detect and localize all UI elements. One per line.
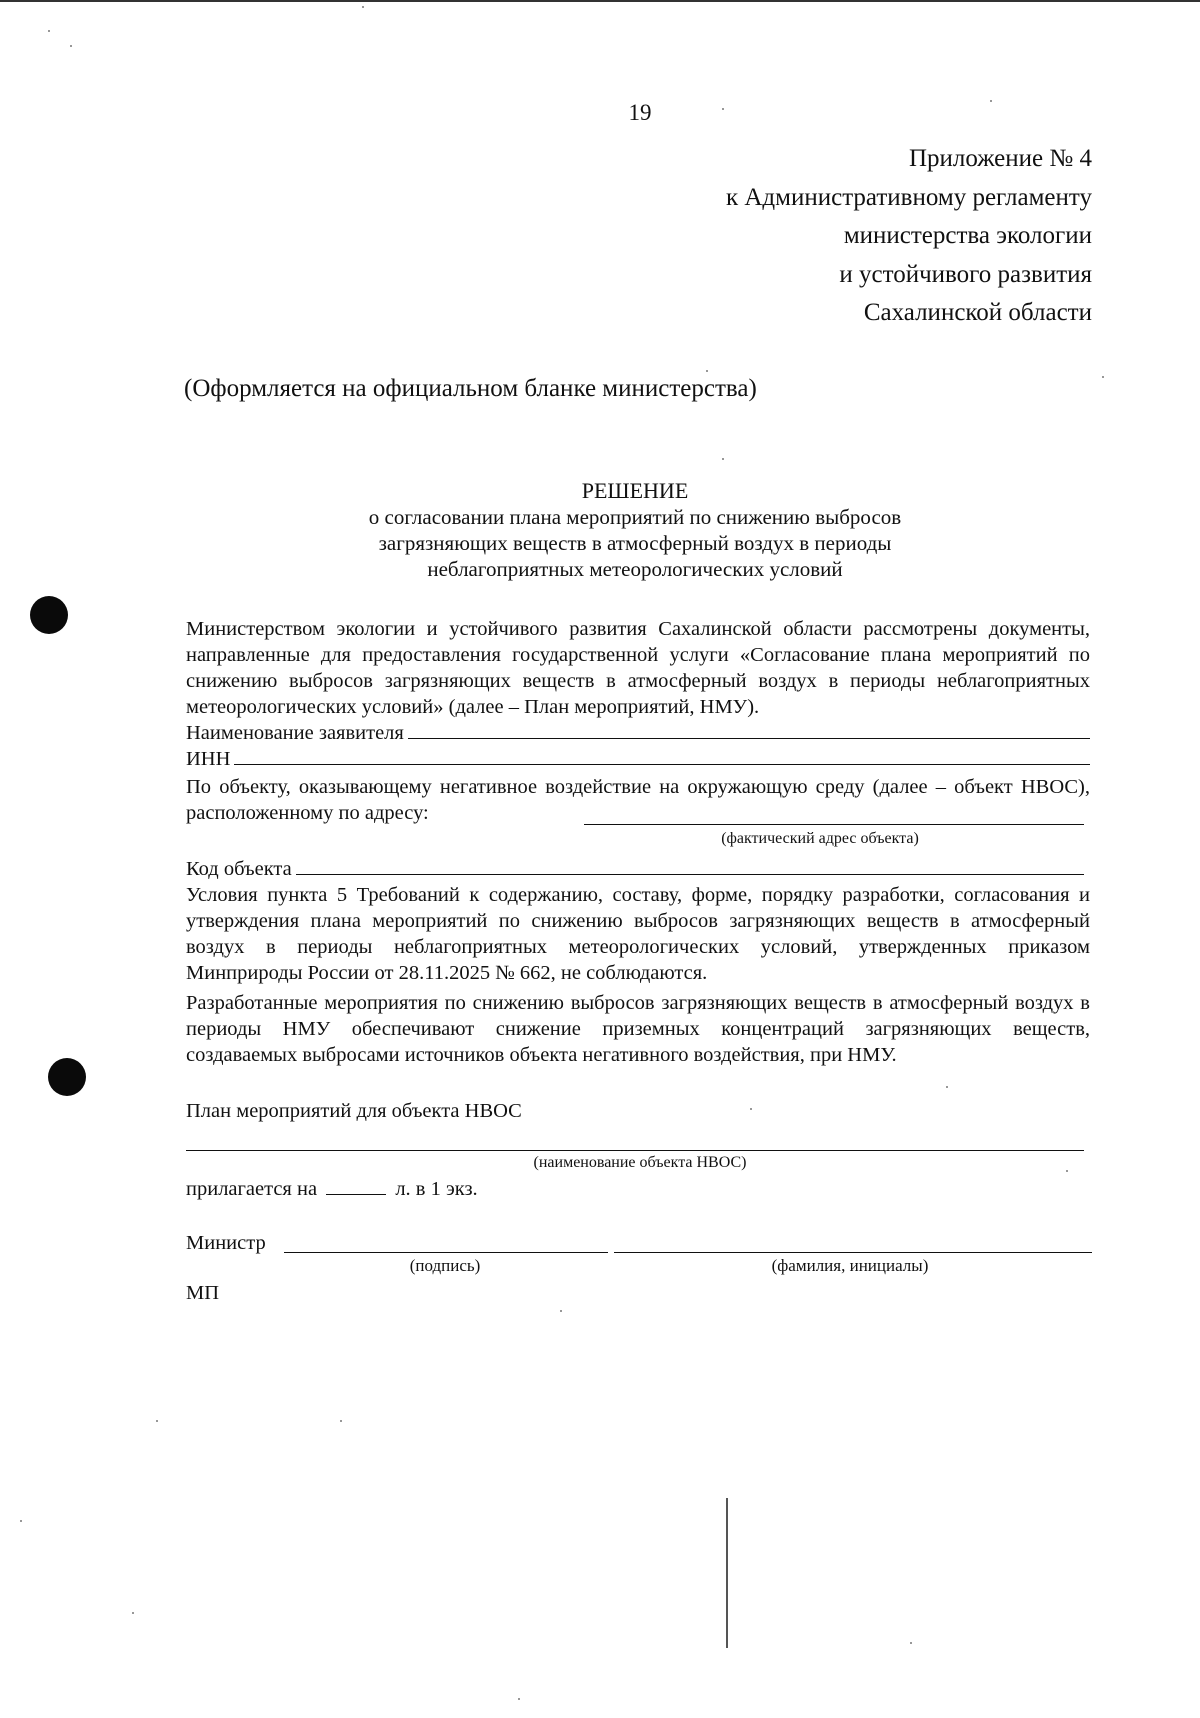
scan-speck (706, 370, 708, 372)
scan-speck (70, 45, 72, 47)
scan-speck (946, 1086, 948, 1088)
object-paragraph (186, 774, 1090, 826)
appendix-header (726, 140, 1092, 333)
measures-paragraph: Разработанные мероприятия по снижению выбросов загрязняющих веществ в атмосферный воздух в периоды НМУ обеспечивают снижение приземных концентраций загрязняющих веществ, создаваемых выбросами источников объекта негативного воздействия, при НМУ. (186, 992, 1090, 1066)
inn-label: ИНН (186, 748, 231, 770)
scan-top-edge (0, 0, 1200, 2)
applicant-input-line (408, 720, 1090, 739)
appendix-line-2: к Административному регламенту (725, 183, 1092, 211)
scan-speck (910, 1642, 912, 1644)
decision-subtitle-2: загрязняющих веществ в атмосферный воздух в периоды (378, 531, 892, 555)
sheet-count-line (326, 1178, 386, 1195)
scan-speck (560, 1310, 562, 1312)
decision-title (300, 478, 970, 582)
object-name-caption: (наименование объекта НВОС) (533, 1154, 747, 1171)
decision-subtitle-3: неблагоприятных метеорологических условий (427, 557, 843, 581)
scan-speck (990, 100, 992, 102)
name-line (614, 1252, 1092, 1253)
address-input-line (584, 824, 1084, 825)
scan-speck (518, 1698, 520, 1700)
appendix-line-3: министерства экологии (843, 222, 1092, 249)
name-caption: (фамилия, инициалы) (771, 1256, 929, 1275)
object-text: По объекту, оказывающему негативное воздействие на окружающую среду (далее – объект НВОС), расположенному по адресу: (186, 776, 1090, 824)
punch-hole-bottom (48, 1058, 86, 1096)
page-number: 19 (628, 100, 652, 125)
code-field (186, 856, 1084, 882)
intro-paragraph: Министерством экологии и устойчивого развития Сахалинской области рассмотрены документы, направленные для предоставления государственной услуги «Согласование плана мероприятий по снижению выбросов загрязняющих веществ в атмосферный воздух в периоды неблагоприятных метеорологических условий» (далее – План мероприятий, НМУ). (186, 618, 1090, 718)
scan-speck (1102, 376, 1104, 378)
scan-speck (48, 30, 50, 32)
minister-label: Министр (186, 1232, 266, 1254)
decision-subtitle-1: о согласовании плана мероприятий по снижению выбросов (368, 505, 902, 529)
scan-speck (20, 1520, 22, 1522)
attached-line (186, 1176, 686, 1202)
object-name-line (186, 1150, 1084, 1151)
code-label: Код объекта (186, 858, 292, 880)
scan-speck (722, 108, 724, 110)
scan-streak (726, 1498, 728, 1648)
conditions-paragraph: Условия пункта 5 Требований к содержанию, составу, форме, порядку разработки, согласования и утверждения плана мероприятий по снижению выбросов загрязняющих веществ в атмосферный воздух в периоды неблагоприятных метеорологических условий, утвержденных приказом Минприроды России от 28.11.2025 № 662, не соблюдаются. (186, 884, 1090, 984)
applicant-label: Наименование заявителя (186, 722, 404, 744)
scan-speck (362, 6, 364, 8)
stamp-placeholder: МП (186, 1282, 220, 1304)
punch-hole-top (30, 596, 68, 634)
inn-input-line (234, 746, 1090, 765)
decision-heading: РЕШЕНИЕ (581, 478, 689, 503)
attached-prefix: прилагается на (186, 1178, 318, 1200)
scan-speck (722, 458, 724, 460)
applicant-field (186, 720, 1090, 746)
appendix-line-5: Сахалинской области (863, 299, 1092, 326)
scan-speck (156, 1420, 158, 1422)
appendix-line-1: Приложение № 4 (908, 145, 1092, 172)
code-input-line (296, 856, 1084, 875)
appendix-line-4: и устойчивого развития (839, 260, 1092, 288)
signature-caption: (подпись) (409, 1256, 481, 1275)
plan-label: План мероприятий для объекта НВОС (186, 1100, 522, 1122)
form-note: (Оформляется на официальном бланке министерства) (184, 375, 757, 402)
scan-speck (1066, 1170, 1068, 1172)
inn-field (186, 746, 1090, 772)
scan-speck (340, 1420, 342, 1422)
address-caption: (фактический адрес объекта) (721, 830, 919, 847)
attached-suffix: л. в 1 экз. (395, 1178, 478, 1200)
scan-speck (132, 1612, 134, 1614)
signature-line (284, 1252, 608, 1253)
